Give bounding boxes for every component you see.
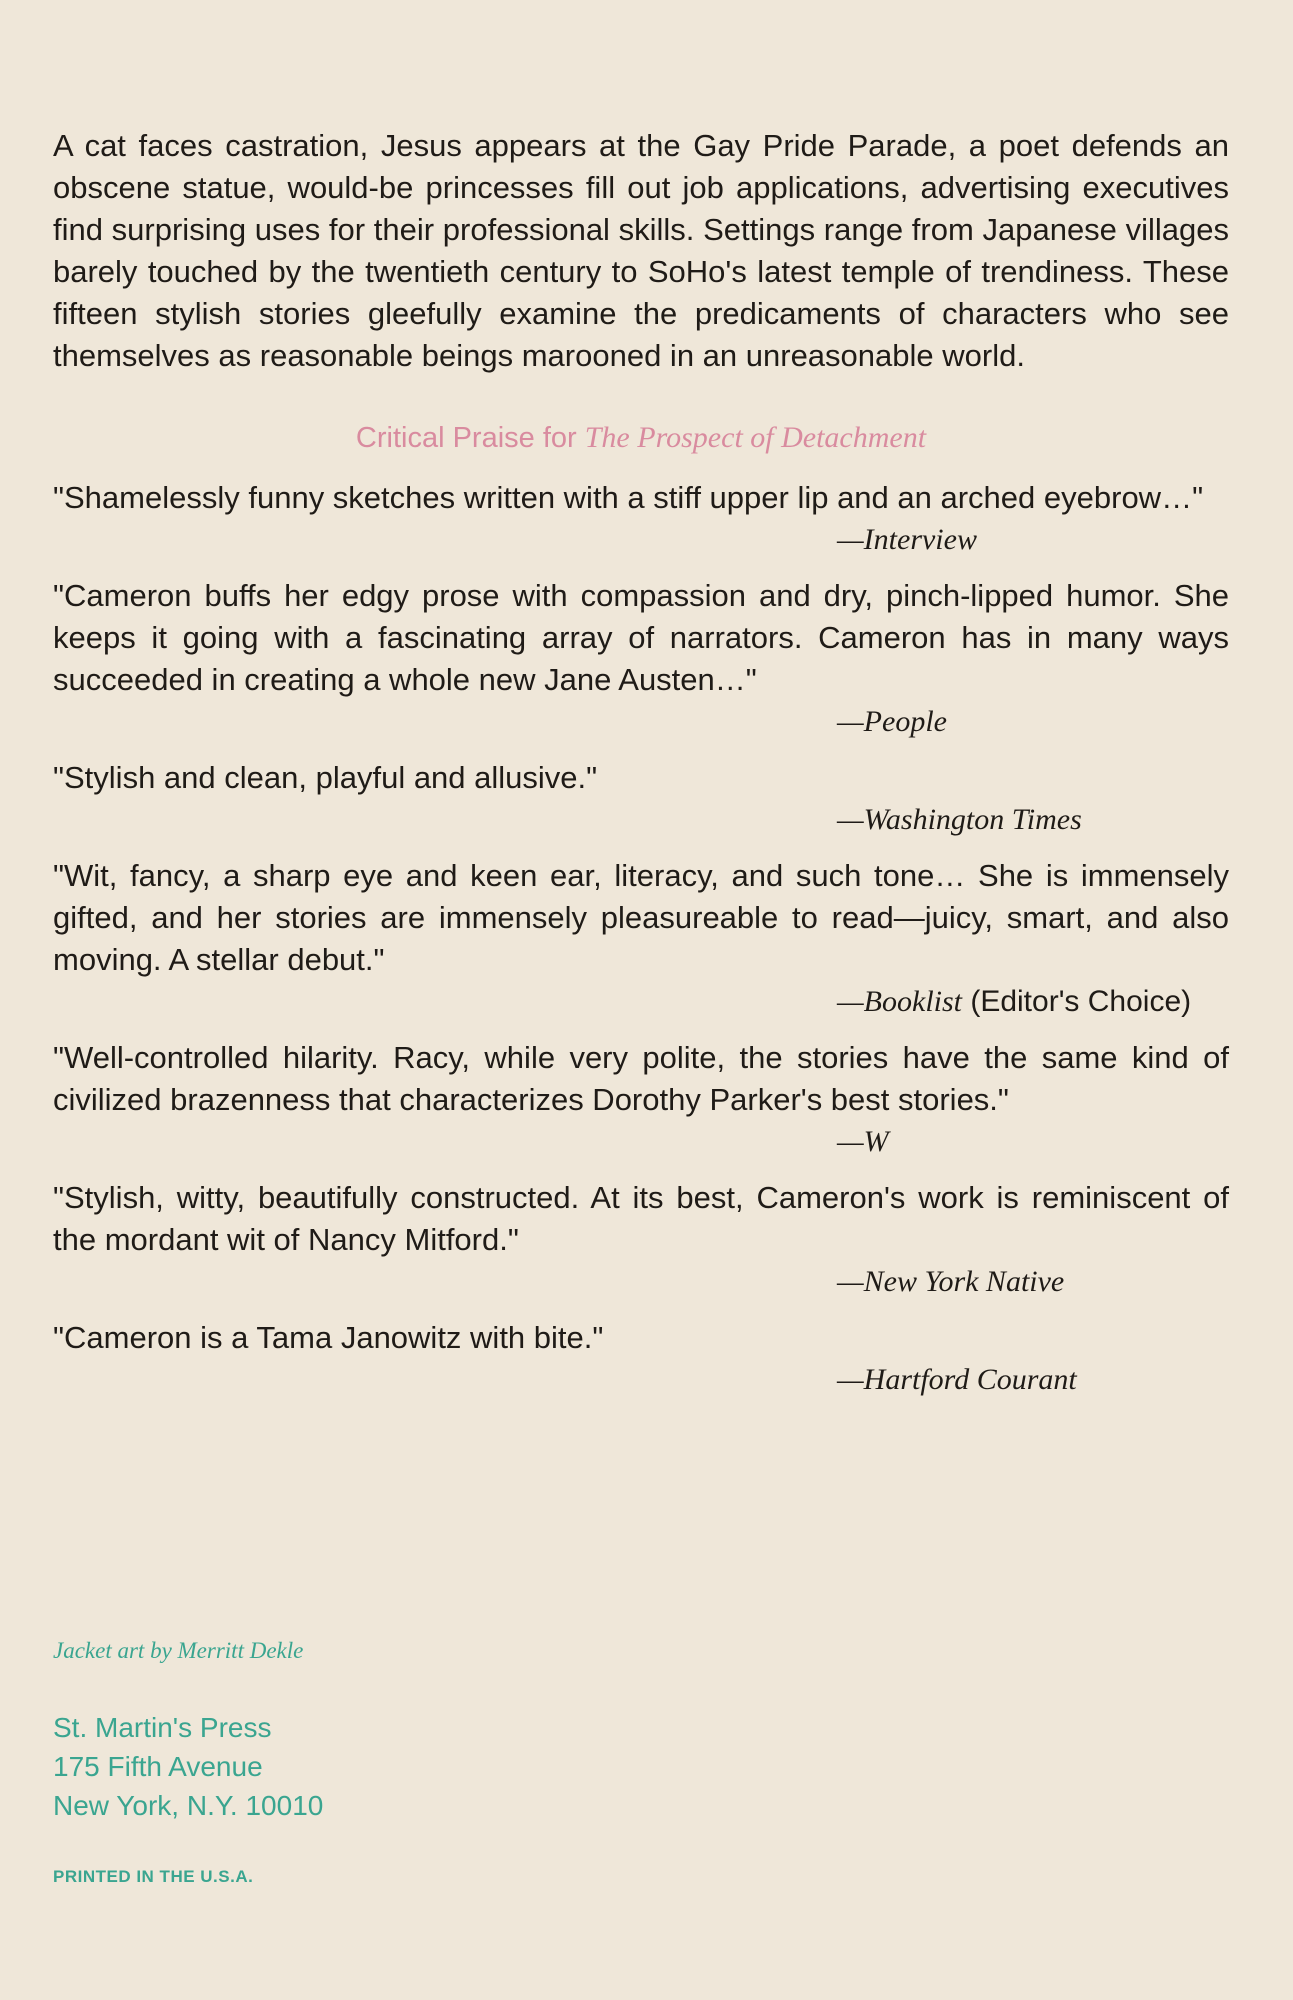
quote-text: "Stylish, witty, beautifully constructed. At its best, Cameron's work is reminiscent of the mordant wit of Nancy Mitford.": [53, 1180, 1229, 1257]
quote-text: "Cameron buffs her edgy prose with compassion and dry, pinch-lipped humor. She keeps it going with a fascinating array of narrators. Cameron has in many ways succeeded in creating a whole new Jane Austen…": [53, 578, 1229, 697]
quote-source: [53, 799, 1229, 841]
address-city: New York, N.Y. 10010: [53, 1790, 324, 1821]
quote-source: [53, 1121, 1229, 1163]
praise-heading-prefix: Critical Praise for: [355, 422, 585, 454]
quote-source-name: —Hartford Courant: [837, 1363, 1077, 1396]
praise-quote: [53, 1177, 1229, 1303]
publisher-credits: [53, 1638, 323, 1887]
praise-heading-book-title: The Prospect of Detachment: [584, 421, 927, 454]
praise-quote: [53, 575, 1229, 743]
praise-quote: [53, 1037, 1229, 1163]
quote-source-name: —Booklist: [837, 985, 962, 1018]
quote-source-name: —Washington Times: [837, 803, 1082, 836]
quote-source-name: —People: [837, 705, 947, 738]
book-jacket-back: [53, 125, 1229, 1415]
quote-text: "Well-controlled hilarity. Racy, while very polite, the stories have the same kind of civilized brazenness that characterizes Dorothy Parker's best stories.": [53, 1040, 1229, 1117]
quote-text: "Wit, fancy, a sharp eye and keen ear, literacy, and such tone… She is immensely gifted, and her stories are immensely pleasureable to read—juicy, smart, and also moving. A stellar debut.": [53, 858, 1229, 977]
quote-source: [53, 1261, 1229, 1303]
quote-source: [53, 1359, 1229, 1401]
quote-source: [53, 981, 1229, 1023]
publisher-name: St. Martin's Press: [53, 1712, 272, 1743]
praise-quote: [53, 757, 1229, 841]
jacket-art-credit: Jacket art by Merritt Dekle: [53, 1638, 304, 1663]
quote-source: [53, 701, 1229, 743]
praise-heading: [53, 421, 1229, 455]
praise-quote: [53, 1317, 1229, 1401]
printed-in-notice: PRINTED IN THE U.S.A.: [53, 1867, 254, 1886]
quote-text: "Shamelessly funny sketches written with a stiff upper lip and an arched eyebrow…": [53, 480, 1204, 515]
quote-text: "Cameron is a Tama Janowitz with bite.": [53, 1320, 604, 1355]
quote-source-name: —New York Native: [837, 1265, 1065, 1298]
book-blurb: A cat faces castration, Jesus appears at the Gay Pride Parade, a poet defends an obscene statue, would-be princesses fill out job applications, advertising executives find surprising uses for their professional skills. Settings range from Japanese villages barely touched by the twentieth century to SoHo's latest temple of trendiness. These fifteen stylish stories gleefully examine the predicaments of characters who see themselves as reasonable beings marooned in an unreasonable world.: [53, 128, 1229, 373]
praise-quote-list: [53, 477, 1229, 1401]
publisher-address: [53, 1708, 323, 1825]
quote-text: "Stylish and clean, playful and allusive.": [53, 760, 598, 795]
quote-source-extra: (Editor's Choice): [962, 985, 1192, 1018]
quote-source-name: —Interview: [837, 523, 977, 556]
praise-quote: [53, 855, 1229, 1023]
quote-source-name: —W: [837, 1125, 889, 1158]
address-street: 175 Fifth Avenue: [53, 1751, 263, 1782]
praise-quote: [53, 477, 1229, 561]
quote-source: [53, 519, 1229, 561]
